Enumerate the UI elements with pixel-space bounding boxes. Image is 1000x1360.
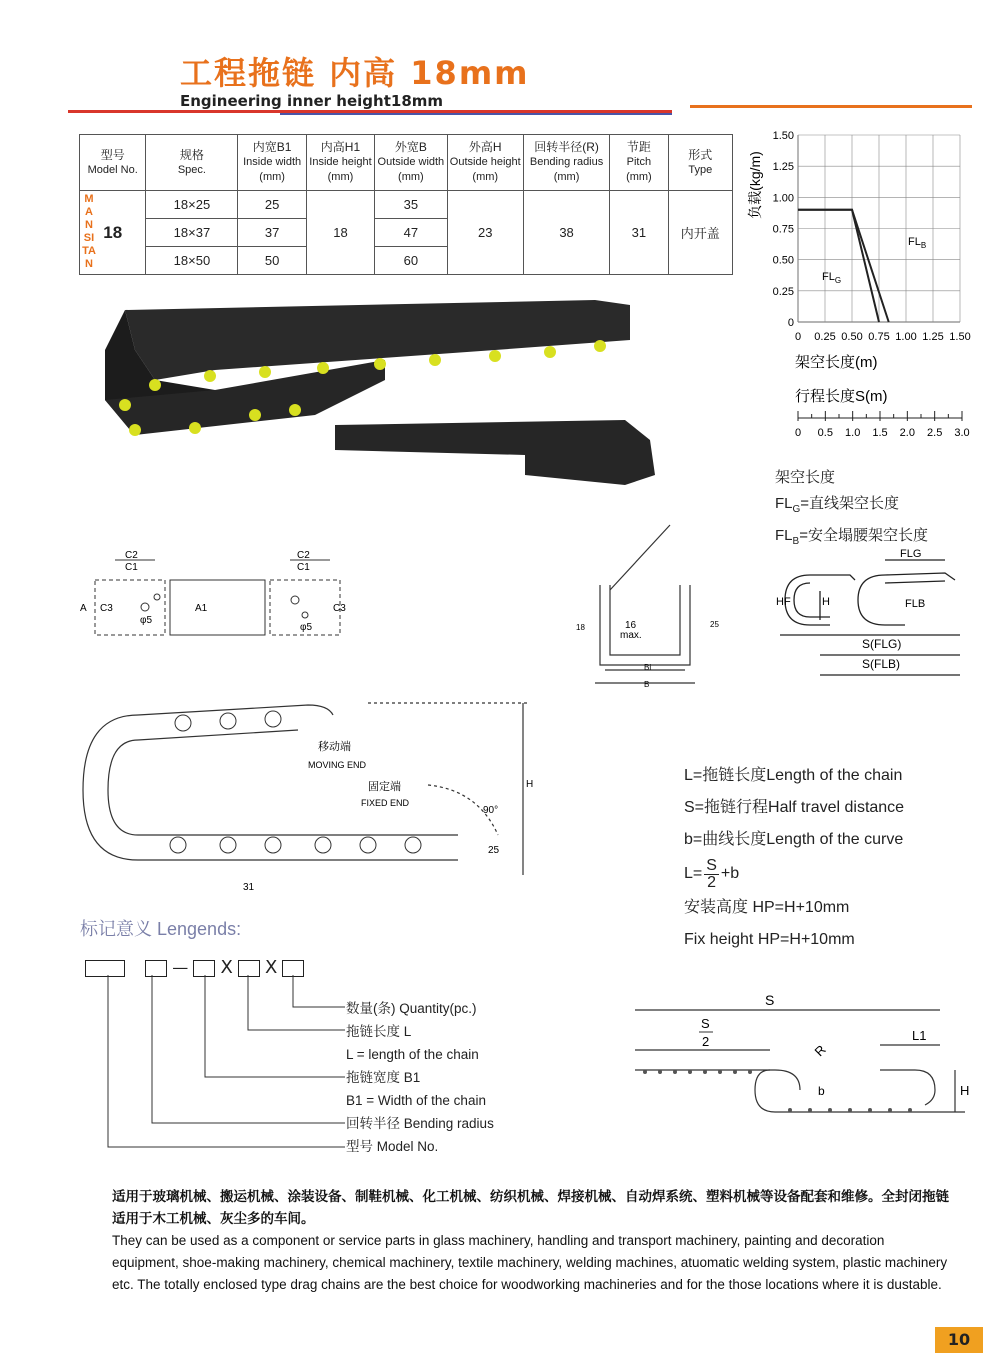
moving-end-en: MOVING END: [308, 760, 367, 770]
chart-x2label: 行程长度S(m): [795, 388, 888, 405]
page-title-en: Engineering inner height18mm: [180, 92, 444, 110]
b-cell: 60: [375, 247, 447, 275]
code-dash: —: [172, 958, 189, 977]
chart-series: [798, 210, 889, 322]
sflg-label: S(FLG): [862, 637, 902, 651]
flb-definition: $FL_B=$安全塌腰架空长度: [775, 527, 928, 547]
travel-s-label: S: [765, 992, 775, 1008]
header-spec: 规格 Spec.: [146, 135, 238, 191]
cross-section-diagram: [570, 515, 730, 695]
spec-table: [79, 134, 733, 275]
series-line-flg: [798, 210, 879, 322]
header-outside-width: 外宽B Outside width (mm): [375, 135, 447, 191]
dim-25-label: 25: [710, 620, 719, 629]
series-label-flg: $FL_G$: [822, 271, 842, 285]
h1-cell: 18: [306, 191, 374, 275]
fl-legend: [775, 465, 928, 555]
c1-label-right: C1: [297, 562, 310, 573]
h-cell: 23: [447, 191, 523, 275]
dim-25b-label: 25: [488, 845, 500, 856]
load-chart: [740, 125, 990, 455]
formula-hp-en: Fix height HP=H+10mm: [684, 931, 855, 948]
model-number: 18: [103, 222, 123, 242]
legend-item: 数量(条) Quantity(pc.): [346, 1001, 477, 1016]
legend-item: B1 = Width of the chain: [346, 1093, 486, 1108]
type-cell: 内开盖: [668, 191, 732, 275]
b1-cell: 37: [238, 219, 306, 247]
a1-label: A1: [195, 603, 208, 614]
fixed-end-cn: 固定端: [368, 781, 401, 793]
header-bending-radius: 回转半径(R) Bending radius (mm): [523, 135, 609, 191]
x2-tick-label: 3.0: [954, 427, 970, 439]
x2-tick-label: 0.5: [817, 427, 833, 439]
header-type: 形式 Type: [668, 135, 732, 191]
r-label: R: [811, 1041, 829, 1060]
table-header-row: [80, 135, 733, 191]
a-label: A: [80, 603, 87, 614]
x2-tick-label: 1.5: [872, 427, 888, 439]
legend-item: L = length of the chain: [346, 1047, 479, 1062]
legend-item: 拖链长度 L: [346, 1024, 412, 1039]
legend-item: 拖链宽度 B1: [346, 1070, 421, 1085]
code-x1: X: [220, 957, 233, 978]
table-row: [80, 191, 733, 219]
travel-h-label: H: [960, 1083, 970, 1098]
formula-s: S=拖链行程Half travel distance: [684, 799, 905, 816]
page-number: 10: [935, 1327, 983, 1353]
b-dim-label: B: [644, 680, 650, 689]
c1-label-left: C1: [125, 562, 138, 573]
fl-legend-title: 架空长度: [775, 469, 836, 486]
phi5-label-right: φ5: [300, 622, 313, 633]
formula-l: L=拖链长度Length of the chain: [684, 767, 903, 784]
header-model: 型号 Model No.: [80, 135, 146, 191]
spec-cell: 18×50: [146, 247, 238, 275]
pitch-cell: 31: [610, 191, 668, 275]
application-description: [112, 1186, 952, 1296]
spec-cell: 18×37: [146, 219, 238, 247]
flg-definition: $FL_G=$直线架空长度: [775, 495, 900, 515]
h-label: H: [822, 596, 830, 608]
application-cn: 适用于玻璃机械、搬运机械、涂装设备、制鞋机械、化工机械、纺织机械、焊接机械、自动焊系统、塑料机械等设备配套和维修。全封闭拖链适用于木工机械、灰尘多的车间。: [112, 1189, 949, 1226]
dim-18-label: 18: [576, 623, 585, 632]
chart-ylabel: 负载(kg/m): [747, 151, 763, 219]
x-tick-label: 0.25: [814, 331, 836, 343]
travel-diagram: [625, 990, 975, 1130]
hf-label: HF: [776, 596, 791, 608]
b1-cell: 25: [238, 191, 306, 219]
y-tick-label: 0.25: [772, 285, 794, 298]
header-rule-orange: [690, 105, 972, 108]
r-cell: 38: [523, 191, 609, 275]
chart-xlabel: 架空长度(m): [795, 354, 878, 371]
x2-tick-label: 0: [794, 427, 802, 439]
y-tick-label: 0.50: [772, 254, 794, 267]
model-cell: [80, 191, 146, 275]
header-outside-height: 外高H Outside height (mm): [447, 135, 523, 191]
x2-tick-label: 1.0: [845, 427, 861, 439]
x-tick-label: 1.25: [922, 331, 944, 343]
h-dim-label: H: [526, 779, 534, 790]
b-cell: 35: [375, 191, 447, 219]
header-inside-width: 内宽B1 Inside width (mm): [238, 135, 306, 191]
x-tick-label: 0: [794, 331, 802, 343]
legend-item: 型号 Model No.: [346, 1139, 439, 1154]
chart-x2-axis: [795, 411, 970, 439]
legend-item: 回转半径 Bending radius: [346, 1116, 494, 1131]
formula-length: L= $\frac{S}{2}$ +b: [684, 856, 740, 891]
b-curve-label: b: [818, 1084, 825, 1098]
header-inside-height: 内高H1 Inside height (mm): [306, 135, 374, 191]
s-over-2-den: 2: [702, 1034, 710, 1049]
moving-end-cn: 移动端: [318, 741, 351, 753]
bracket-diagram: [75, 545, 365, 685]
y-tick-label: 1.25: [772, 161, 794, 174]
y-tick-label: 0.75: [772, 223, 794, 236]
c2-label-right: C2: [297, 550, 310, 561]
product-photo: [95, 290, 685, 500]
c3-label-right: C3: [333, 603, 346, 614]
formula-hp-cn: 安装高度 HP=H+10mm: [684, 899, 850, 916]
b1-cell: 50: [238, 247, 306, 275]
page-title-cn: 工程拖链 内高 18mm: [180, 54, 530, 92]
legend-leader-lines: [100, 975, 350, 1155]
phi5-label-left: φ5: [140, 615, 153, 626]
x2-tick-label: 2.5: [927, 427, 943, 439]
y-tick-label: 0: [787, 317, 794, 329]
code-x2: X: [265, 957, 278, 978]
x2-tick-label: 2.0: [899, 427, 915, 439]
brand-label: MANSITAN: [82, 193, 96, 270]
y-tick-label: 1.50: [772, 130, 794, 142]
c2-label-left: C2: [125, 550, 138, 561]
formula-block: [684, 760, 904, 956]
x-tick-label: 0.50: [841, 331, 863, 343]
sflb-label: S(FLB): [862, 657, 901, 671]
series-label-flb: $FL_B$: [908, 236, 927, 250]
max-label: max.: [620, 630, 642, 641]
c3-label-left: C3: [100, 603, 113, 614]
flb-label: FLB: [905, 598, 926, 610]
x-tick-label: 1.50: [949, 331, 971, 343]
header-rule-blue: [280, 113, 672, 115]
spec-cell: 18×25: [146, 191, 238, 219]
x-tick-label: 1.00: [895, 331, 917, 343]
sag-diagram: [770, 545, 980, 685]
b-cell: 47: [375, 219, 447, 247]
formula-b: b=曲线长度Length of the curve: [684, 831, 904, 848]
l1-label: L1: [912, 1028, 927, 1043]
legend-items: [346, 997, 494, 1158]
dim-16-label: 16: [625, 620, 637, 631]
application-en: They can be used as a component or service parts in glass machinery, handling and transport machinery, painting and decoration equipment, shoe-making machinery, chemical machinery, textile machinery, welding machines, atuomatic welding system, plastic machinery etc. The totally enclosed type drag chains are the best choice for woodworking machineries and for the those locations where it is dustable.: [112, 1233, 948, 1292]
chain-side-diagram: [78, 695, 548, 895]
y-tick-label: 1.00: [772, 192, 794, 205]
fixed-end-en: FIXED END: [361, 798, 410, 808]
flg-label: FLG: [900, 548, 922, 560]
dim-31-label: 31: [243, 882, 255, 893]
chart-tick-labels: [773, 130, 971, 343]
legends-title: 标记意义 Lengends:: [80, 919, 242, 939]
x-tick-label: 0.75: [868, 331, 890, 343]
s-over-2-num: S: [701, 1016, 710, 1031]
header-pitch: 节距 Pitch (mm): [610, 135, 668, 191]
bi-label: Bi: [644, 663, 652, 672]
angle-label: 90°: [483, 805, 499, 816]
